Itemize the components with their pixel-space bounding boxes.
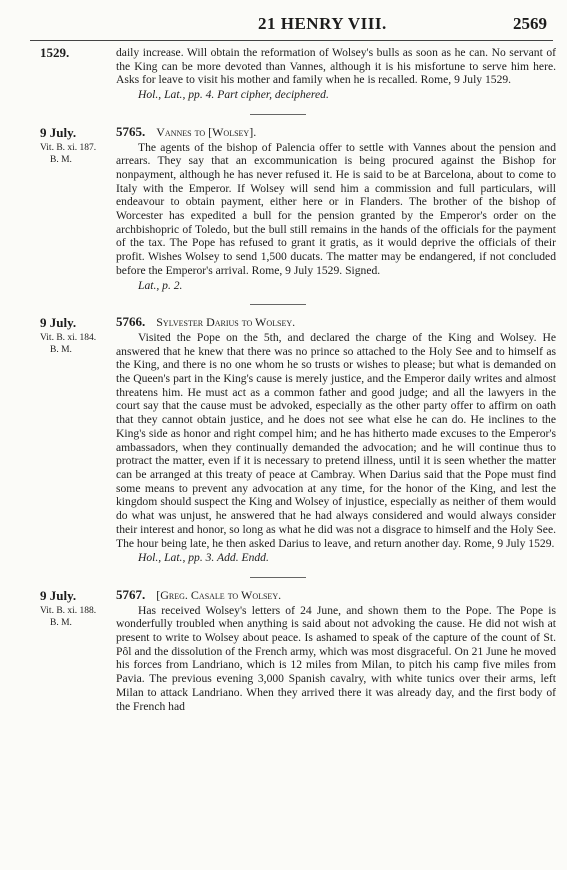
entry-repository: B. M. (50, 617, 72, 628)
entry-heading (116, 588, 556, 603)
entry-repository: B. M. (50, 345, 72, 356)
entry-margin (40, 315, 104, 356)
separator-rule (250, 577, 306, 578)
entry-date: 9 July. (40, 124, 77, 140)
entry-heading (116, 315, 556, 330)
continuation-note: Hol., Lat., pp. 4. Part cipher, deciphered. (138, 88, 329, 102)
entry-margin (40, 125, 104, 166)
entry-number: 5766. (116, 314, 146, 330)
calendar-entry (0, 125, 567, 292)
entry-repository: B. M. (50, 154, 72, 165)
entry-date: 9 July. (40, 587, 77, 603)
entry-text: The agents of the bishop of Palencia offer to settle with Vannes about the pension and arrears. They say that an excommunication is being procured against the Bishop for nonpayment, although he has never refused it. He is said to be at Barcelona, about to come to Italy with the Emperor. If Wolsey will send him a commission and full particulars, will endeavour to obtain payment, either here or in Flanders. The brother of the bishop of Worcester has expedited a bull for the pension granted by the Emperor's order on the archbishopric of Toledo, but the bull still remains in the hands of the officials for the payment of the tax. The Pope has refused to grant it gratis, as it would deprive the officials of their profit. Wishes Wolsey to send 1,500 ducats. The matter may be endangered, if not concluded before the Emperor's arrival. Rome, 9 July 1529. Signed. (116, 140, 556, 277)
separator-rule (250, 114, 306, 115)
continuation-entry (0, 43, 567, 102)
entry-text: Has received Wolsey's letters of 24 June, and shown them to the Pope. The Pope is wonderfully troubled when anything is said about not advoking the cause. He did not wish at present to write to Wolsey about peace. Is ashamed to speak of the capture of the count of St. Pôl and the dissolution of the French army, which was most disgraceful. On 21 June he moved his forces from Landriano, which is 12 miles from Milan, to pitch his camp five miles from Pavia. The previous evening 3,000 Spanish cavalry, with white tunics over their arms, left Milan to attack Landriano. When they arrived there it was already day, and the first body of the French had (116, 603, 556, 713)
entry-title: Sylvester Darius to Wolsey. (156, 315, 296, 330)
continuation-text: daily increase. Will obtain the reformation of Wolsey's bulls as soon as he can. No servant of the King can be more devoted than Vannes, although it is his misfortune to serve him here. Asks for leave to visit his mother and family when he is recalled. Rome, 9 July 1529. (116, 46, 556, 87)
running-title: 21 HENRY VIII. (258, 14, 387, 33)
side-year: 1529. (40, 45, 70, 60)
page-number: 2569 (513, 14, 547, 33)
page-header (0, 14, 567, 36)
separator-rule (250, 304, 306, 305)
calendar-entry (0, 588, 567, 713)
entry-date: 9 July. (40, 315, 77, 331)
entry-reference: Vit. B. xi. 188. (40, 605, 97, 616)
entry-margin (40, 588, 104, 629)
page-content (0, 43, 567, 725)
entry-reference: Vit. B. xi. 184. (40, 333, 97, 344)
calendar-entry (0, 315, 567, 565)
entry-title: [Greg. Casale to Wolsey. (156, 587, 282, 602)
entry-number: 5767. (116, 586, 146, 602)
entry-note: Lat., p. 2. (138, 278, 183, 292)
entry-note: Hol., Lat., pp. 3. Add. Endd. (138, 551, 269, 565)
entry-heading (116, 125, 556, 140)
entry-text: Visited the Pope on the 5th, and declared the charge of the King and Wolsey. He answered that he knew that there was no prince so attached to the Holy See and to himself as the King, and there is no one whom he so trusts or wishes to please; but what is demanded on the Queen's part in the King's cause is merely justice, and the Emperor daily writes and almost threatens him. He must act as a common father and good judge; and all the lawyers in the court say that the cause must be advoked, especially as the other party offer to affirm on oath that they cannot obtain justice, and he does not see what else he can do. He inclines to the King's side as honor and right compel him; and he has hitherto made excuses to the Emperor's ambassadors, when they continually demanded the advocation; and he will continue thus to protract the matter, even if it is necessary to pretend illness, until it is seen whether the matter can be arranged at this treaty of peace at Cambray. When Darius said that the Pope must find some means to prevent any advocation at any time, for the honor of the King, and lest the kingdom should suspect the King and Wolsey of injustice, especially as neither of them would do what was unjust, he answered that he had always considered and would always consider their interest and honor, so long as what he did was not a disgrace to himself and the Holy See. The hour being late, he then asked Darius to leave, and return another day. Rome, 9 July 1529. (116, 330, 556, 550)
header-rule (30, 40, 553, 41)
entry-number: 5765. (116, 123, 146, 139)
entry-reference: Vit. B. xi. 187. (40, 142, 97, 153)
entry-title: Vannes to [Wolsey]. (156, 124, 257, 139)
